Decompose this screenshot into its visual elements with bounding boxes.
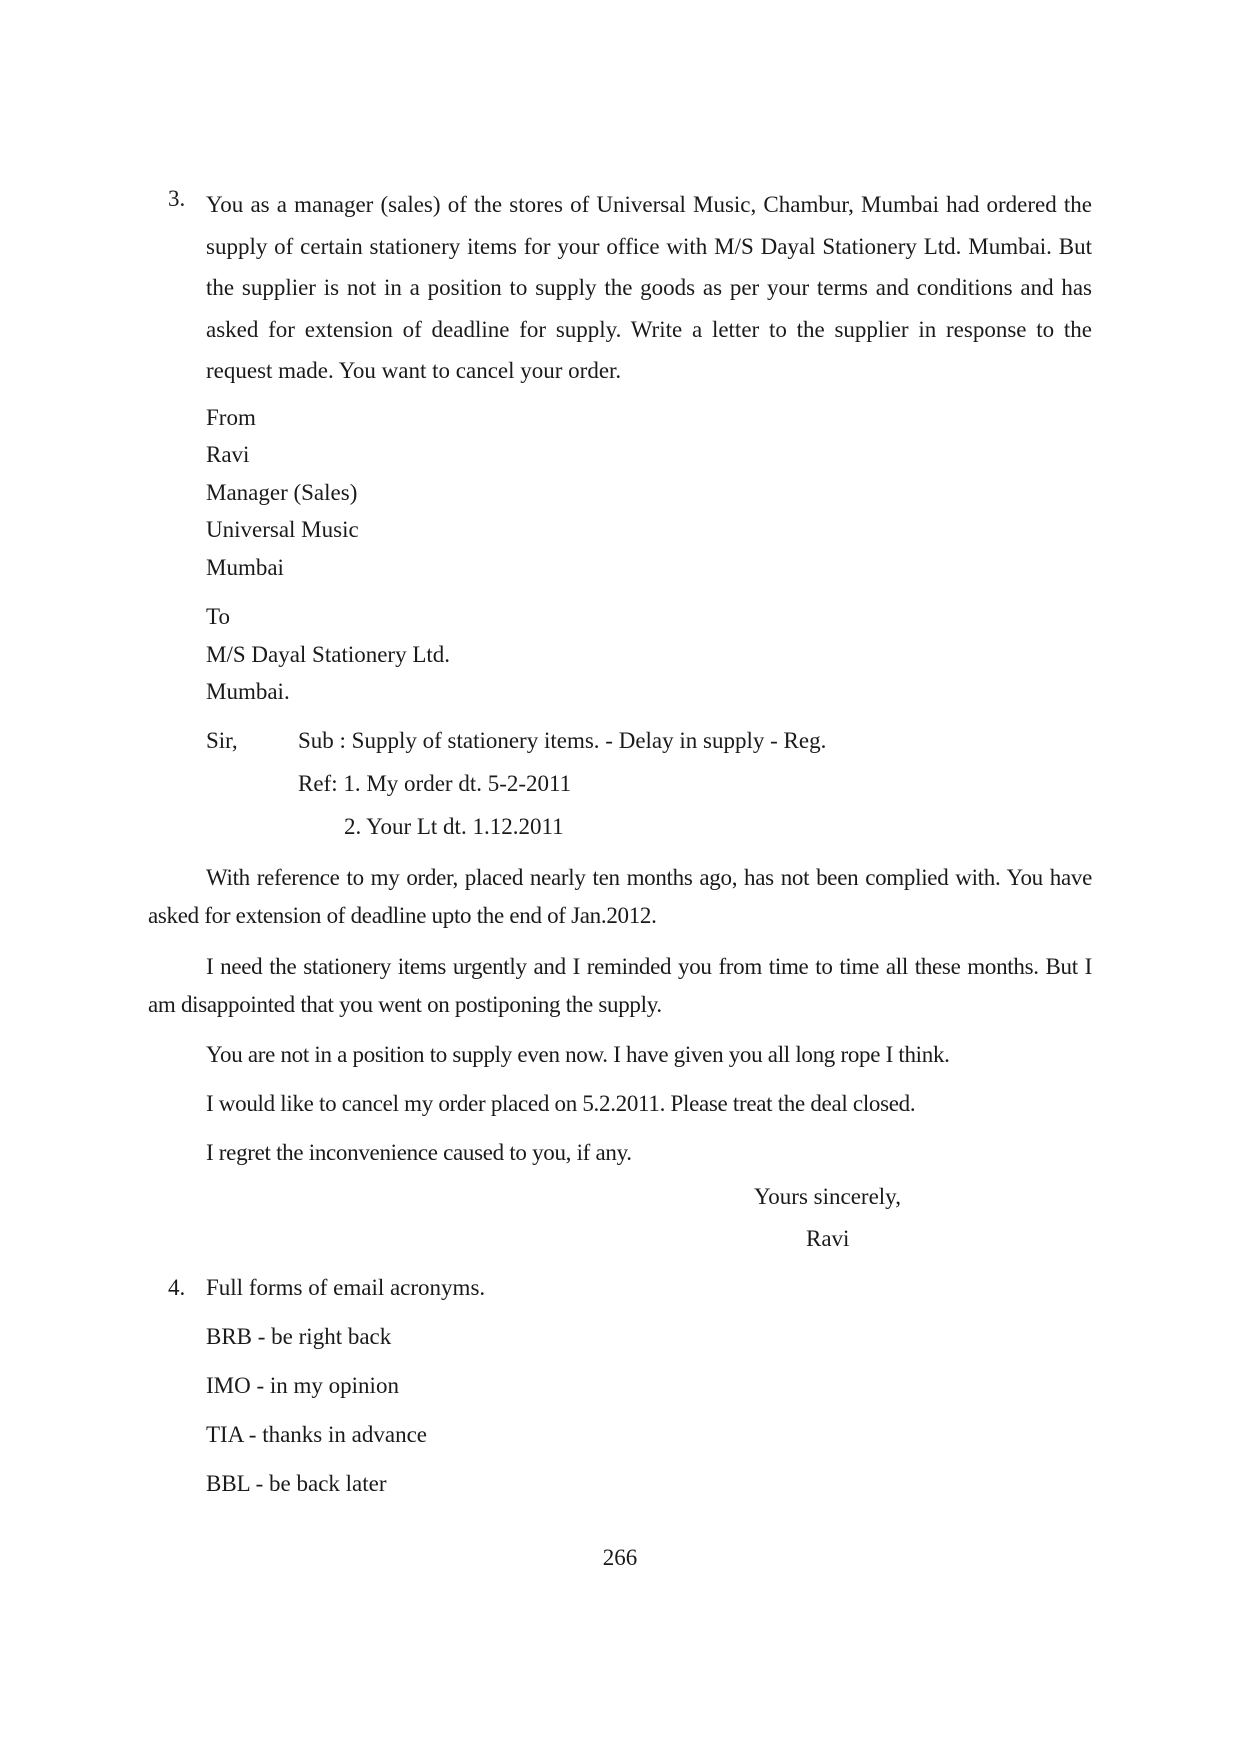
question-3-number: 3. [168, 186, 186, 211]
from-name: Ravi [206, 442, 250, 467]
to-company: M/S Dayal Stationery Ltd. [206, 642, 451, 667]
acronym-item: BRB - be right back [206, 1324, 392, 1349]
closing: Yours sincerely, [754, 1184, 901, 1209]
acronym-item: TIA - thanks in advance [206, 1422, 427, 1447]
to-label: To [206, 604, 230, 629]
question-4-title: Full forms of email acronyms. [206, 1275, 486, 1300]
body-paragraph-3: You are not in a position to supply even now. I have given you all long rope I think. [206, 1042, 950, 1067]
from-organisation: Universal Music [206, 517, 359, 542]
reference-1: Ref: 1. My order dt. 5-2-2011 [298, 771, 572, 796]
body-paragraph-5: I regret the inconvenience caused to you, if any. [206, 1140, 632, 1165]
to-city: Mumbai. [206, 679, 290, 704]
subject-line: Sub : Supply of stationery items. - Delay in supply - Reg. [298, 728, 827, 753]
from-label: From [206, 405, 256, 430]
salutation: Sir, [206, 728, 238, 753]
reference-2: 2. Your Lt dt. 1.12.2011 [344, 814, 564, 839]
signature: Ravi [806, 1226, 850, 1251]
question-3-prompt: You as a manager (sales) of the stores of Universal Music, Chambur, Mumbai had ordered the supply of certain stationery items for your office with M/S Dayal Stationery Ltd. Mumbai. But the supplier is not in a position to supply the goods as per your terms and conditions and has asked for extension of deadline for supply. Write a letter to the supplier in response to the request made. You want to cancel your order. [206, 192, 1092, 384]
from-city: Mumbai [206, 555, 284, 580]
body-paragraph-4: I would like to cancel my order placed on 5.2.2011. Please treat the deal closed. [206, 1091, 916, 1116]
question-4-number: 4. [168, 1275, 186, 1300]
acronym-item: IMO - in my opinion [206, 1373, 399, 1398]
page-number: 266 [602, 1545, 638, 1570]
body-paragraph-1: With reference to my order, placed nearly ten months ago, has not been complied with. You have asked for extension of deadline upto the end of Jan.2012. [148, 865, 1092, 928]
from-designation: Manager (Sales) [206, 480, 358, 505]
acronym-item: BBL - be back later [206, 1471, 387, 1496]
body-paragraph-2: I need the stationery items urgently and I reminded you from time to time all these months. But I am disappointed that you went on postiponing the supply. [148, 954, 1092, 1017]
